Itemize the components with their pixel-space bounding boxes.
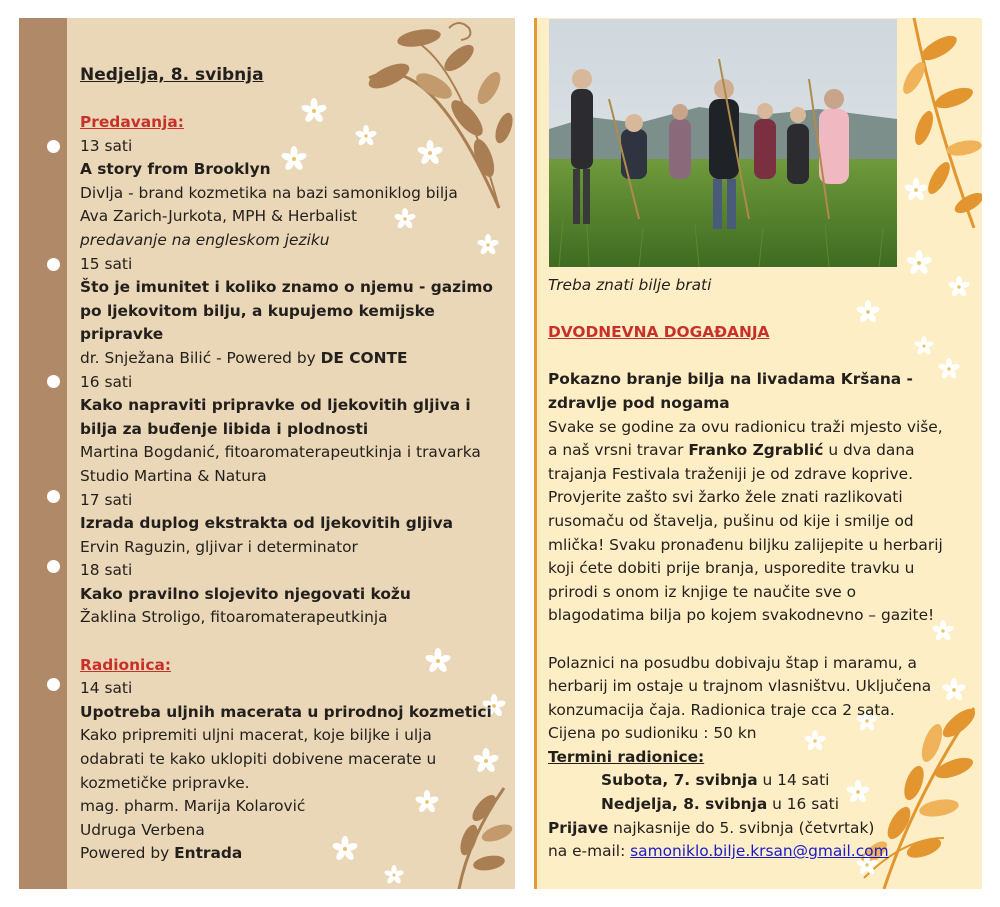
term-item xyxy=(548,769,943,793)
lecture-title: Kako pravilno slojevito njegovati kožu xyxy=(80,584,411,603)
flower-icon xyxy=(384,865,404,885)
event-desc-line: blagodatima bilja po kojem svakodnevno – gazite! xyxy=(548,606,935,625)
term-item xyxy=(548,793,943,817)
terms-title: Termini radionice: xyxy=(548,747,705,766)
section-title-lectures: Predavanja: xyxy=(80,113,184,131)
binder-spine xyxy=(19,18,67,889)
email-label: na e-mail: xyxy=(548,842,631,861)
event-desc-line: mlička! Svaku pronađenu biljku zalijepite u herbarij xyxy=(548,535,943,554)
binder-hole xyxy=(47,258,60,271)
desc-text: a naš vrsni travar xyxy=(548,441,689,460)
email-link[interactable]: samoniklo.bilje.krsan@gmail.com xyxy=(630,842,889,861)
event-info-line: Polaznici na posudbu dobivaju štap i maramu, a xyxy=(548,653,917,672)
lecture-speaker: Ava Zarich-Jurkota, MPH & Herbalist xyxy=(80,207,358,226)
lecture-title: bilja za buđenje libida i plodnosti xyxy=(80,419,369,438)
section-title-workshop: Radionica: xyxy=(80,655,171,674)
program-text xyxy=(80,64,493,866)
binder-hole xyxy=(47,678,60,691)
binder-hole xyxy=(47,560,60,573)
event-desc-line: Svake se godine za ovu radionicu traži mjesto više, xyxy=(548,417,943,436)
photo-caption: Treba znati bilje brati xyxy=(548,276,712,294)
signup-line xyxy=(548,817,943,841)
flower-icon xyxy=(948,276,970,298)
flower-icon xyxy=(906,250,932,276)
photo-herb-picking xyxy=(549,19,897,267)
event-desc-line: koji ćete dobiti prije branja, usporedite travku u xyxy=(548,559,915,578)
flower-icon xyxy=(904,178,928,202)
lecture-note: predavanje na engleskom jeziku xyxy=(80,230,330,249)
email-line xyxy=(548,840,943,864)
left-panel xyxy=(19,18,515,889)
event-desc-line: Provjerite zašto svi žarko žele znati razlikovati xyxy=(548,488,903,507)
lecture-line: Divlja - brand kozmetika na bazi samoniklog bilja xyxy=(80,183,458,202)
page-title: Nedjelja, 8. svibnja xyxy=(80,65,264,85)
sponsor-name: DE CONTE xyxy=(320,348,408,367)
event-desc-line: rusomaču od štavelja, pušinu od kije i smilje od xyxy=(548,511,914,530)
lecture-org: Studio Martina & Natura xyxy=(80,466,267,485)
lecture-speaker: Žaklina Stroligo, fitoaromaterapeutkinja xyxy=(80,608,388,627)
workshop-desc: kozmetičke pripravke. xyxy=(80,773,250,792)
lecture-speaker: Ervin Raguzin, gljivar i determinator xyxy=(80,537,358,556)
lecture-speaker: Martina Bogdanić, fitoaromaterapeutkinja i travarka xyxy=(80,443,481,462)
event-title: Pokazno branje bilja na livadama Kršana - xyxy=(548,370,913,389)
lecture-title: pripravke xyxy=(80,325,164,344)
speaker-text: dr. Snježana Bilić - Powered by xyxy=(80,348,321,367)
lecture-time: 16 sati xyxy=(80,372,133,391)
workshop-time: 14 sati xyxy=(80,679,133,698)
binder-hole xyxy=(47,375,60,388)
event-desc-line: trajanja Festivala traženiji je od zdrave koprive. xyxy=(548,464,914,483)
section-title-two-day: DVODNEVNA DOGAĐANJA xyxy=(548,323,770,342)
event-text xyxy=(548,274,943,864)
workshop-desc: odabrati te kako uklopiti dobivene macerate u xyxy=(80,750,437,769)
workshop-title: Upotreba uljnih macerata u prirodnoj kozmetici xyxy=(80,702,492,721)
lecture-speaker xyxy=(80,347,493,371)
term-day: Nedjelja, 8. svibnja xyxy=(601,795,768,814)
lecture-title: Što je imunitet i koliko znamo o njemu - gazimo xyxy=(80,278,494,297)
term-time: u 16 sati xyxy=(767,795,839,814)
binder-hole xyxy=(47,490,60,503)
sponsor-name: Entrada xyxy=(174,844,243,863)
flower-icon xyxy=(942,678,966,702)
signup-label: Prijave xyxy=(548,818,609,837)
workshop-desc: Kako pripremiti uljni macerat, koje biljke i ulja xyxy=(80,726,432,745)
lecture-time: 18 sati xyxy=(80,561,133,580)
workshop-speaker: mag. pharm. Marija Kolarović xyxy=(80,797,306,816)
lecture-title: Kako napraviti pripravke od ljekovitih gljiva i xyxy=(80,396,471,415)
herbalist-name: Franko Zgrablić xyxy=(688,441,824,460)
lecture-title: Izrada duplog ekstrakta od ljekovitih gljiva xyxy=(80,514,453,533)
right-panel xyxy=(534,18,982,889)
lecture-title: A story from Brooklyn xyxy=(80,160,271,179)
event-info-line: herbarij im ostaje u trajnom vlasništvu. Uključena xyxy=(548,677,932,696)
lecture-title: po ljekovitom bilju, a kupujemo kemijske xyxy=(80,301,435,320)
powered-text: Powered by xyxy=(80,844,175,863)
desc-text: u dva dana xyxy=(823,441,915,460)
lecture-time: 13 sati xyxy=(80,136,133,155)
workshop-org: Udruga Verbena xyxy=(80,820,205,839)
event-desc-line xyxy=(548,439,943,463)
term-day: Subota, 7. svibnja xyxy=(601,771,758,790)
term-time: u 14 sati xyxy=(757,771,830,790)
binder-hole xyxy=(47,140,60,153)
event-desc-line: prirodi s onom iz knjige te naučite sve o xyxy=(548,582,857,601)
signup-text: najkasnije do 5. svibnja (četvrtak) xyxy=(608,818,875,837)
lecture-time: 17 sati xyxy=(80,490,133,509)
workshop-powered xyxy=(80,842,493,866)
event-title: zdravlje pod nogama xyxy=(548,393,730,412)
divider-line xyxy=(534,18,537,889)
lecture-time: 15 sati xyxy=(80,254,133,273)
event-info-line: konzumacija čaja. Radionica traje cca 2 sata. xyxy=(548,700,895,719)
price-line: Cijena po sudioniku : 50 kn xyxy=(548,724,757,743)
